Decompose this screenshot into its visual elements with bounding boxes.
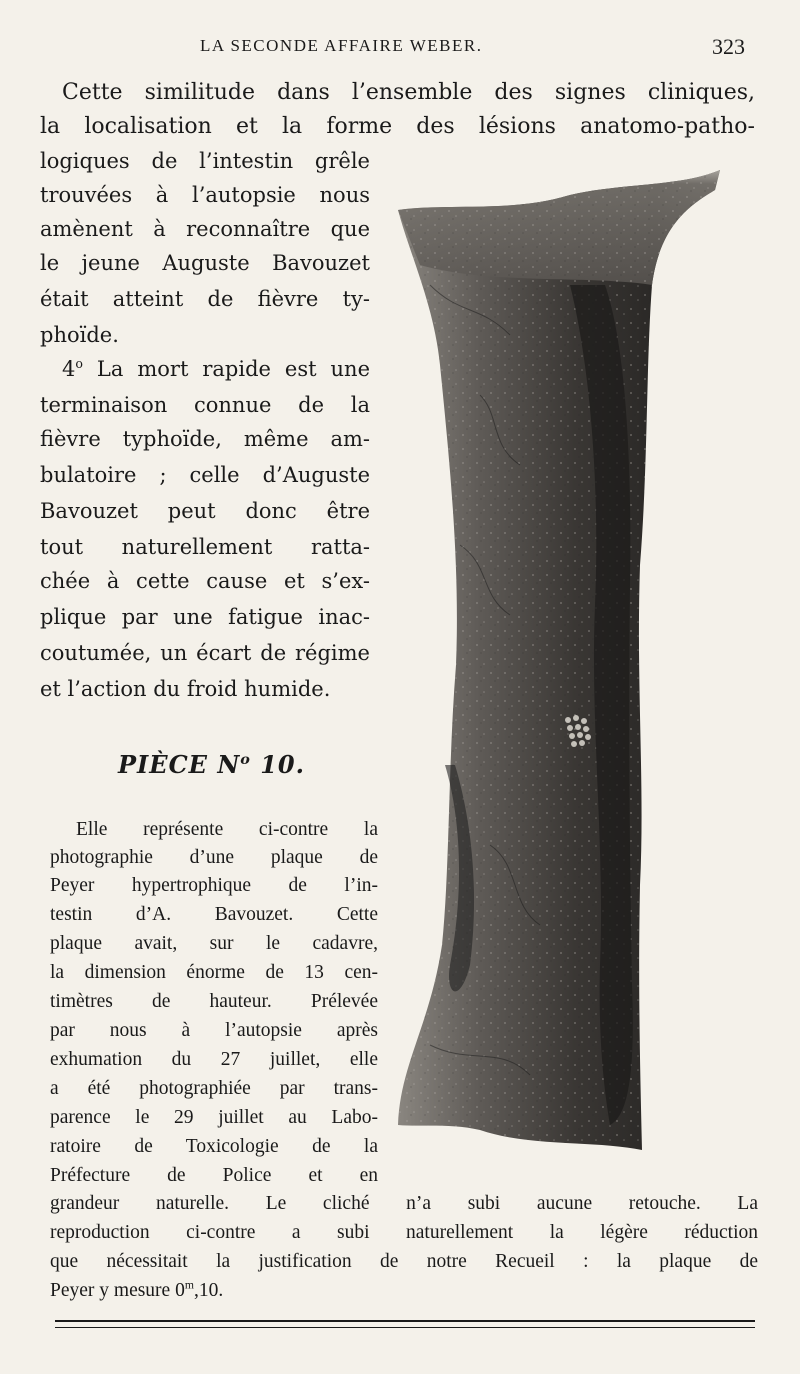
- page-number: 323: [712, 34, 745, 59]
- text-line: a été photographiée par trans-: [50, 1078, 378, 1099]
- text-line: ,10.: [193, 1280, 224, 1301]
- text-line: La mort rapide est une: [82, 357, 370, 381]
- text-line: la dimension énorme de 13 cen-: [50, 962, 378, 983]
- text-line: la localisation et la forme des lésions anatomo-patho-: [40, 114, 755, 139]
- text-line: timètres de hauteur. Prélevée: [50, 991, 378, 1012]
- text-line: Bavouzet peut donc être: [40, 499, 370, 523]
- text-line: était atteint de fièvre ty-: [40, 287, 370, 311]
- text-line: reproduction ci-contre a subi naturellement la légère réduction: [50, 1222, 758, 1243]
- text-line: Elle représente ci-contre la: [76, 819, 378, 840]
- footer-rule-thick: [55, 1320, 755, 1322]
- text-line: plaque avait, sur le cadavre,: [50, 933, 378, 954]
- text-line: trouvées à l’autopsie nous: [40, 183, 370, 207]
- text-line: fièvre typhoïde, même am-: [40, 427, 370, 451]
- footer-rule-thin: [55, 1327, 755, 1328]
- text-line-numbered: [62, 352, 370, 386]
- running-head: LA SECONDE AFFAIRE WEBER.: [200, 36, 483, 55]
- text-line: testin d’A. Bavouzet. Cette: [50, 904, 378, 925]
- text-line: phoïde.: [40, 323, 119, 347]
- section-title: [118, 750, 305, 779]
- text-line: bulatoire ; celle d’Auguste: [40, 463, 370, 487]
- unit-sup: m: [184, 1278, 194, 1292]
- text-line: grandeur naturelle. Le cliché n’a subi aucune retouche. La: [50, 1193, 758, 1214]
- text-line: le jeune Auguste Bavouzet: [40, 251, 370, 275]
- text-line: Préfecture de Police et en: [50, 1165, 378, 1186]
- section-title-number: 10.: [250, 750, 305, 779]
- text-line: amènent à reconnaître que: [40, 217, 370, 241]
- section-title-sup: o: [240, 751, 251, 768]
- text-line: coutumée, un écart de régime: [40, 641, 370, 665]
- text-line: photographie d’une plaque de: [50, 847, 378, 868]
- text-line: plique par une fatigue inac-: [40, 605, 370, 629]
- peyer-patch-photograph: [390, 165, 730, 1155]
- text-line: logiques de l’intestin grêle: [40, 149, 370, 173]
- text-line: par nous à l’autopsie après: [50, 1020, 378, 1041]
- text-line: Cette similitude dans l’ensemble des signes cliniques,: [62, 80, 755, 105]
- text-line: tout naturellement ratta-: [40, 535, 370, 559]
- text-line: que nécessitait la justification de notre Recueil : la plaque de: [50, 1251, 758, 1272]
- text-line: Peyer hypertrophique de l’in-: [50, 875, 378, 896]
- paragraph-number: 4: [62, 357, 76, 381]
- text-line: terminaison connue de la: [40, 393, 370, 417]
- tissue-texture: [398, 170, 720, 1150]
- text-line-last: [50, 1277, 758, 1305]
- text-line: parence le 29 juillet au Labo-: [50, 1107, 378, 1128]
- text-line: et l’action du froid humide.: [40, 677, 331, 701]
- text-line: Peyer y mesure 0: [50, 1280, 185, 1301]
- text-line: ratoire de Toxicologie de la: [50, 1136, 378, 1157]
- section-title-text: PIÈCE N: [118, 750, 241, 779]
- paragraph-number-suffix: o: [75, 356, 83, 371]
- text-line: exhumation du 27 juillet, elle: [50, 1049, 378, 1070]
- text-line: chée à cette cause et s’ex-: [40, 569, 370, 593]
